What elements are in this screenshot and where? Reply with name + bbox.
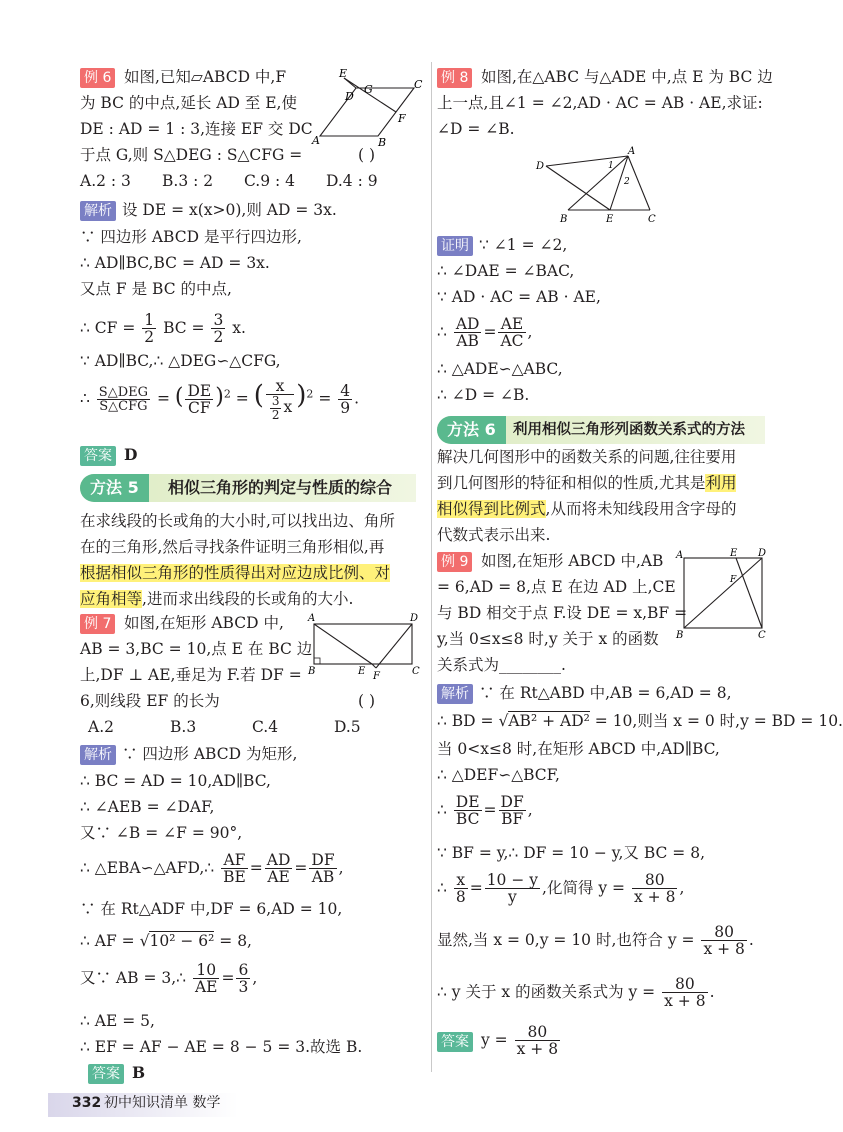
label-f: F [730, 575, 737, 585]
example-7-line-3: 上,DF ⊥ AE,垂足为 F.若 DF = [80, 666, 302, 684]
label-c: C [414, 78, 423, 91]
page-number: 332 [72, 1095, 102, 1111]
answer-6-tag: 答案 [80, 446, 116, 466]
solution-7-line-3: ∴ ∠AEB = ∠DAF, [80, 798, 215, 816]
example-7-line-2: AB = 3,BC = 10,点 E 在 BC 边 [80, 640, 313, 658]
proof-8-line-4: ∴ $\frac{AD}{AB}$ = $\frac{AE}{AC}$ , [437, 315, 533, 351]
book-title: 初中知识清单 数学 [104, 1095, 221, 1111]
label-b: B [560, 214, 568, 225]
example-6-line-4: 于点 G,则 S△DEG : S△CFG = [80, 146, 303, 164]
label-e: E [606, 214, 614, 225]
solution-9-line-5: ∴ $\frac{DE}{BC}$ = $\frac{DF}{BF}$ , [437, 793, 533, 829]
label-f: F [373, 671, 380, 682]
example-6-option-b: B.3 : 2 [162, 172, 214, 190]
proof-8-line-3: ∵ AD · AC = AB · AE, [437, 288, 601, 306]
solution-9-line-4: ∴ △DEF∽△BCF, [437, 766, 560, 784]
label-d: D [536, 161, 545, 172]
example-6-option-c: C.9 : 4 [244, 172, 296, 190]
solution-7-line-6: ∵ 在 Rt△ADF 中,DF = 6,AD = 10, [80, 900, 343, 918]
answer-9-tag: 答案 [437, 1032, 473, 1052]
segment-ef [372, 664, 376, 668]
label-angle-1: 1 [608, 161, 614, 171]
example-7-line-1: 如图,在矩形 ABCD 中, [124, 614, 284, 632]
label-g: G [364, 83, 373, 96]
example-6-line-3: DE : AD = 1 : 3,连接 EF 交 DC [80, 120, 313, 138]
example-9-line-1: 如图,在矩形 ABCD 中,AB [481, 552, 664, 570]
example-9-line-3: 与 BD 相交于点 F.设 DE = x,BF = [437, 604, 688, 622]
proof-8-line-1: ∵ ∠1 = ∠2, [479, 236, 568, 254]
example-6-line-2: 为 BC 的中点,延长 AD 至 E,使 [80, 94, 297, 112]
method-6-banner [437, 416, 765, 444]
solution-6-line-5: ∴ CF = $\frac{1}{2}$ BC = $\frac{3}{2}$ x. [80, 311, 246, 347]
answer-9-value: y = $\frac{80}{x + 8}$ [481, 1023, 559, 1059]
label-e: E [730, 548, 738, 559]
example-7-option-d: D.5 [334, 718, 361, 736]
example-6-line-1: 如图,已知▱ABCD 中,F [124, 68, 287, 86]
solution-9-line-9: ∴ y 关于 x 的函数关系式为 y = $\frac{80}{x + 8}$ . [437, 975, 715, 1011]
proof-8-tag: 证明 [437, 236, 473, 256]
solution-9-line-6: ∵ BF = y,∴ DF = 10 − y,又 BC = 8, [437, 844, 705, 862]
label-b: B [378, 136, 387, 149]
example-8-tag: 例 8 [437, 68, 472, 88]
method-5-badge: 方法 5 [80, 474, 149, 502]
solution-6-tag: 解析 [80, 201, 116, 221]
solution-9-line-7: ∴ $\frac{x}{8}$ = $\frac{10 - y}{y}$ ,化简得 y = $\frac{80}{x + 8}$ , [437, 871, 685, 907]
method-6-badge: 方法 6 [437, 416, 506, 444]
example-9-figure [674, 546, 774, 642]
example-7-figure [306, 610, 422, 680]
example-8-line-1: 如图,在△ABC 与△ADE 中,点 E 为 BC 边 [481, 68, 773, 86]
solution-7-tag: 解析 [80, 745, 116, 765]
method-6-paragraph: 解决几何图形中的函数关系的问题,往往要用 到几何图形的特征和相似的性质,尤其是利用 相似得到比例式,从而将未知线段用含字母的 代数式表示出来. [437, 448, 737, 544]
segment-ac [628, 156, 650, 210]
segment-ce [736, 558, 762, 628]
example-7-tag: 例 7 [80, 614, 115, 634]
segment-ae [314, 624, 372, 664]
example-8-figure [534, 146, 664, 226]
example-9-tag: 例 9 [437, 552, 472, 572]
example-6-option-a: A.2 : 3 [80, 172, 131, 190]
label-c: C [758, 630, 766, 641]
answer-6-value: D [124, 445, 138, 464]
solution-7-line-7: ∴ AF = √10² − 6² = 8, [80, 932, 252, 950]
method-6-title: 利用相似三角形列函数关系式的方法 [513, 422, 745, 438]
solution-6-line-2: ∵ 四边形 ABCD 是平行四边形, [80, 228, 302, 246]
solution-7-line-5: ∴ △EBA∽△AFD,∴ $\frac{AF}{BE}$ = $\frac{AD}{AE}$ = $\frac{DF}{AB}$ , [80, 851, 344, 887]
example-8-line-3: ∠D = ∠B. [437, 120, 515, 138]
example-7-line-4: 6,则线段 EF 的长为 [80, 692, 220, 710]
right-angle-b [314, 658, 320, 664]
column-divider [431, 62, 432, 1072]
solution-7-line-9: ∴ AE = 5, [80, 1012, 155, 1030]
example-8-line-2: 上一点,且∠1 = ∠2,AD · AC = AB · AE,求证: [437, 94, 763, 112]
method-5-paragraph: 在求线段的长或角的大小时,可以找出边、角所 在的三角形,然后寻找条件证明三角形相似,再 根据相似三角形的性质得出对应边成比例、对 应角相等,进而求出线段的长或角的大小. [80, 512, 395, 608]
label-a: A [312, 134, 320, 147]
proof-8-line-2: ∴ ∠DAE = ∠BAC, [437, 262, 575, 280]
solution-9-line-3: 当 0<x≤8 时,在矩形 ABCD 中,AD∥BC, [437, 740, 720, 758]
proof-8-line-6: ∴ ∠D = ∠B. [437, 386, 530, 404]
solution-6-line-6: ∵ AD∥BC,∴ △DEG∽△CFG, [80, 352, 281, 370]
label-a: A [628, 146, 636, 157]
label-d: D [345, 90, 354, 103]
solution-9-line-1: ∵ 在 Rt△ABD 中,AB = 6,AD = 8, [479, 684, 732, 702]
example-9-line-2: = 6,AD = 8,点 E 在边 AD 上,CE [437, 578, 676, 596]
solution-6-line-3: ∴ AD∥BC,BC = AD = 3x. [80, 254, 270, 272]
label-e: E [358, 666, 366, 677]
label-d: D [410, 613, 419, 624]
answer-7-tag: 答案 [88, 1064, 124, 1084]
solution-7-line-8: 又∵ AB = 3,∴ $\frac{10}{AE}$ = $\frac{6}{3}$ , [80, 961, 258, 997]
solution-7-line-1: ∵ 四边形 ABCD 为矩形, [122, 745, 298, 763]
label-d: D [758, 548, 767, 559]
label-a: A [308, 613, 316, 624]
example-9-line-4: y,当 0≤x≤8 时,y 关于 x 的函数 [437, 630, 659, 648]
segment-de [546, 166, 610, 210]
solution-6-line-4: 又点 F 是 BC 的中点, [80, 280, 232, 298]
method-5-banner [80, 474, 416, 502]
example-7-option-a: A.2 [88, 718, 114, 736]
solution-7-line-2: ∴ BC = AD = 10,AD∥BC, [80, 772, 271, 790]
example-7-option-c: C.4 [252, 718, 279, 736]
label-f: F [398, 112, 406, 125]
label-c: C [648, 214, 656, 225]
example-7-option-b: B.3 [170, 718, 197, 736]
example-6-figure [310, 66, 422, 148]
segment-df [376, 624, 412, 668]
answer-7-value: B [132, 1063, 146, 1082]
solution-9-line-8: 显然,当 x = 0,y = 10 时,也符合 y = $\frac{80}{x + 8}$ . [437, 923, 754, 959]
segment-bd [684, 558, 762, 628]
solution-6-line-1: 设 DE = x(x>0),则 AD = 3x. [122, 201, 337, 219]
example-6-tag: 例 6 [80, 68, 115, 88]
example-6-answer-paren: ( ) [358, 146, 376, 164]
label-b: B [676, 630, 684, 641]
segment-da [546, 156, 628, 166]
solution-6-line-7: ∴ $\frac{\text{S△DEG}}{\text{S△CFG}}$ = ( $\frac{DE}{CF}$ )$^2$ = ( x $\frac{3}{2}$ x )$^2$ = $\frac{4}{9}$ . [80, 377, 360, 422]
method-5-title: 相似三角形的判定与性质的综合 [168, 478, 393, 497]
label-angle-2: 2 [624, 177, 630, 187]
example-9-line-5: 关系式为________. [437, 656, 566, 674]
solution-7-line-10: ∴ EF = AF − AE = 8 − 5 = 3.故选 B. [80, 1038, 363, 1056]
label-b: B [308, 666, 316, 677]
proof-8-line-5: ∴ △ADE∽△ABC, [437, 360, 563, 378]
label-e: E [339, 67, 348, 80]
example-6-option-d: D.4 : 9 [326, 172, 378, 190]
label-a: A [676, 550, 684, 561]
example-7-answer-paren: ( ) [358, 692, 376, 710]
solution-9-line-2: ∴ BD = √AB² + AD² = 10,则当 x = 0 时,y = BD = 10. [437, 712, 843, 730]
solution-7-line-4: 又∵ ∠B = ∠F = 90°, [80, 824, 243, 842]
solution-9-tag: 解析 [437, 684, 473, 704]
label-c: C [412, 666, 420, 677]
